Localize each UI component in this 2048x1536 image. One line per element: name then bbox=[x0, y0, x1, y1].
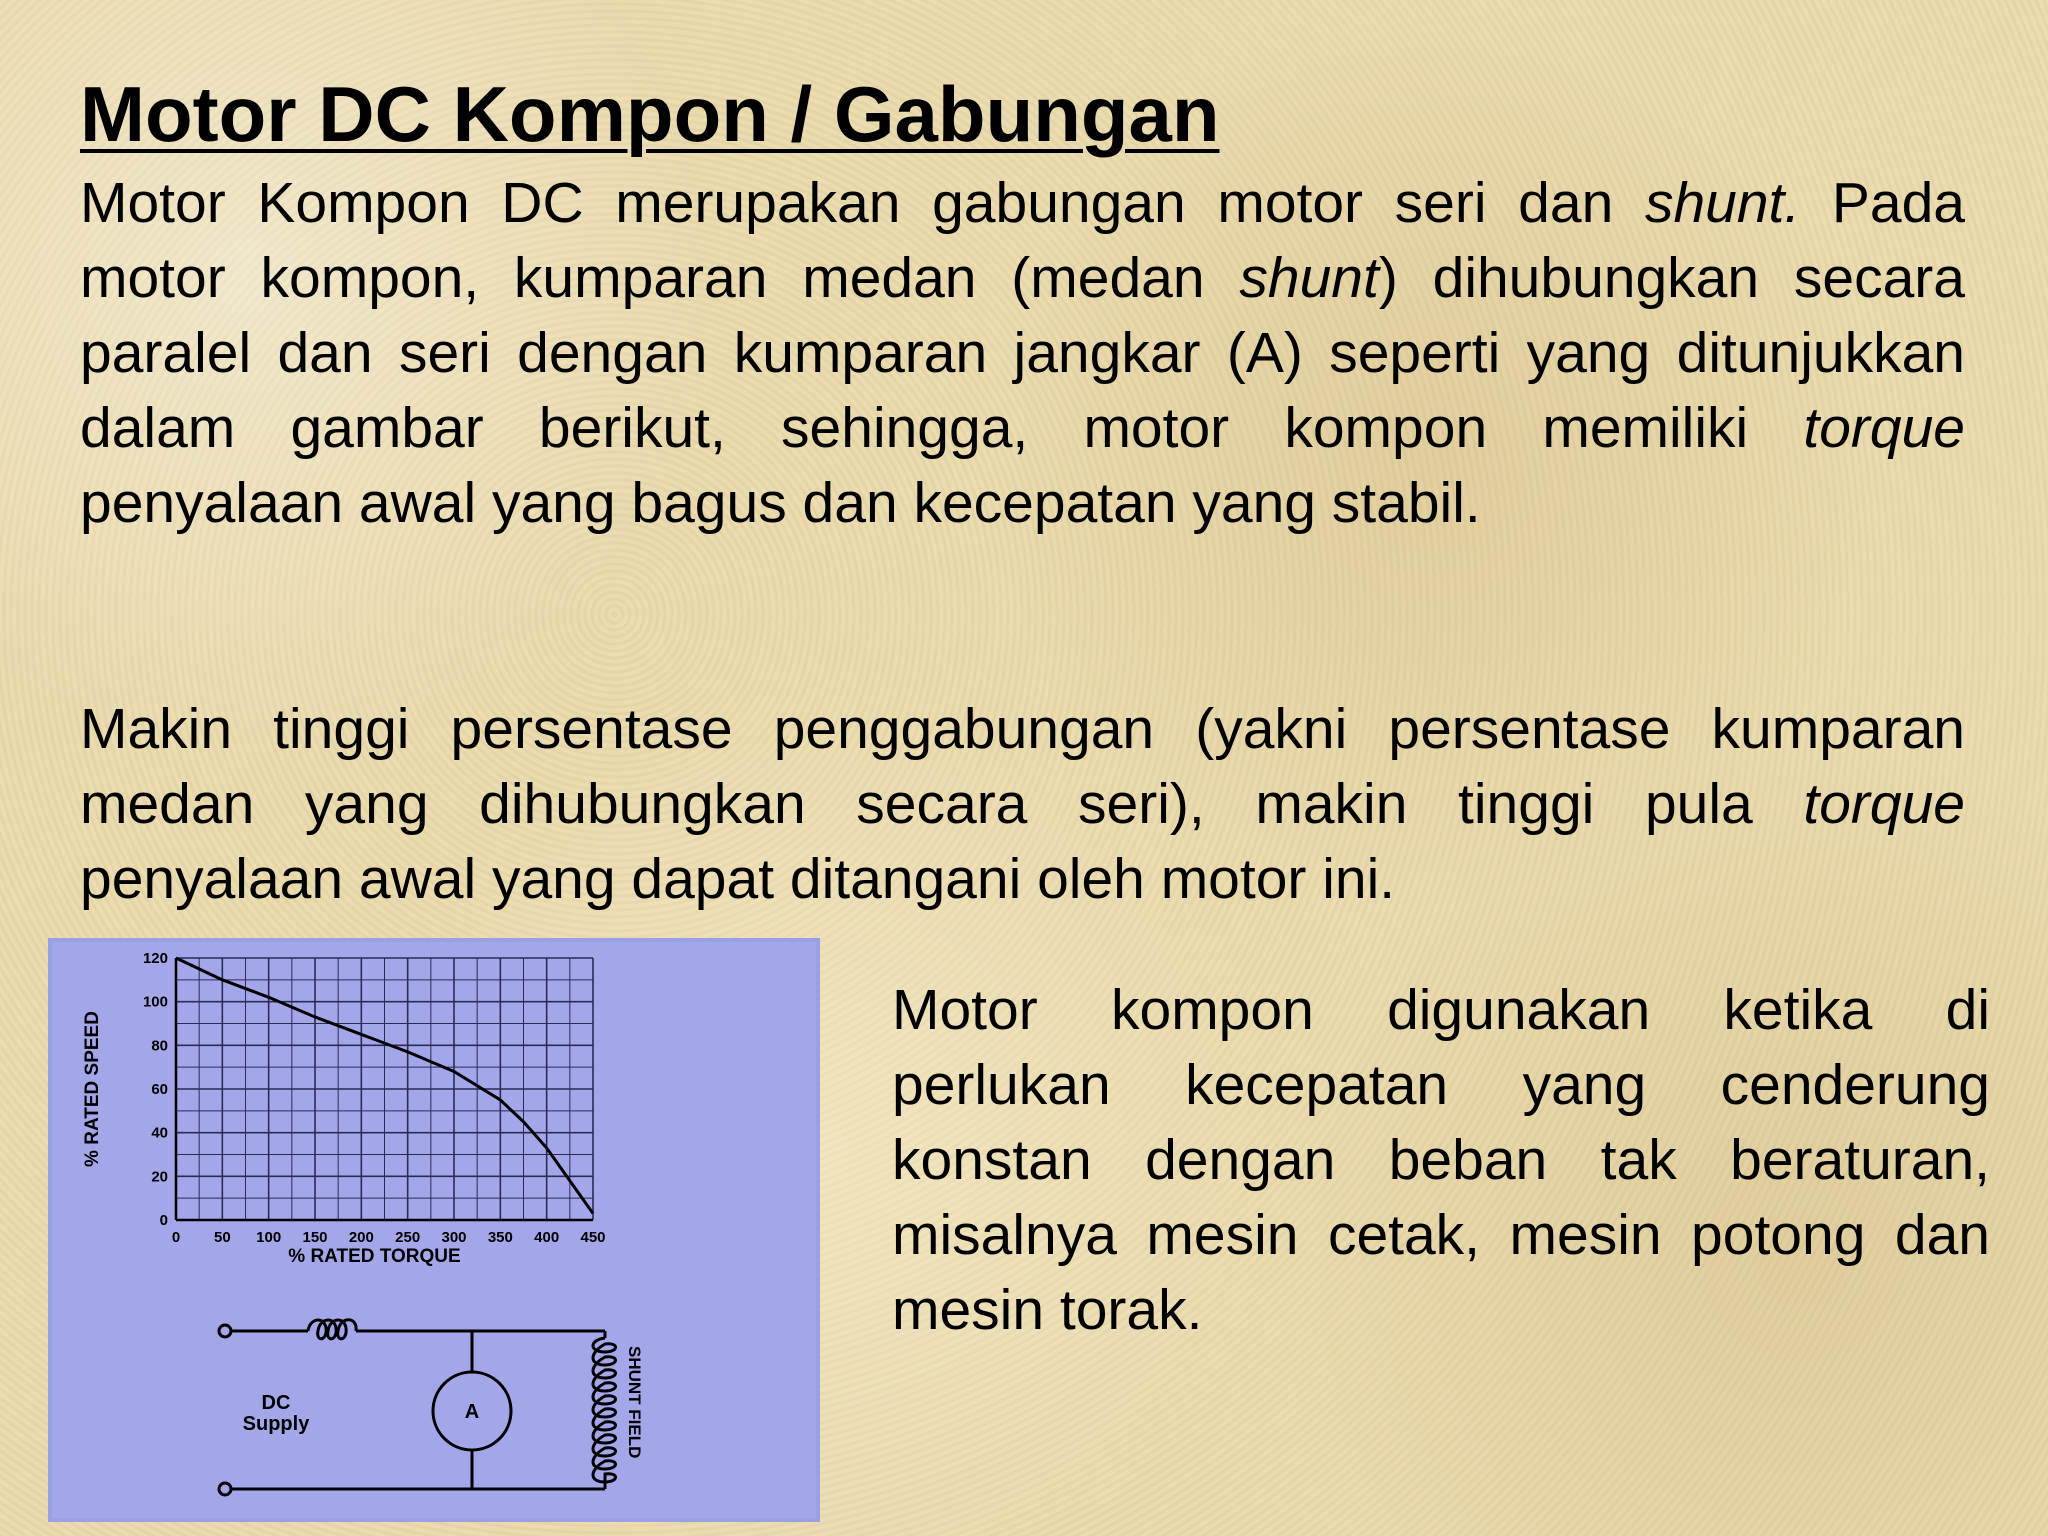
y-tick-label: 120 bbox=[142, 950, 168, 967]
x-tick-label: 350 bbox=[487, 1229, 513, 1246]
x-tick-label: 150 bbox=[302, 1229, 328, 1246]
y-tick-label: 0 bbox=[159, 1212, 168, 1229]
x-tick-label: 50 bbox=[213, 1229, 231, 1246]
paragraph-intro-emphasis-3: torque bbox=[1803, 396, 1965, 460]
shunt-field-coil bbox=[593, 1338, 616, 1483]
y-tick-label: 40 bbox=[151, 1124, 168, 1142]
x-tick-label: 100 bbox=[256, 1229, 282, 1246]
y-axis-label: % RATED SPEED bbox=[82, 1011, 103, 1167]
slide-title: Motor DC Kompon / Gabungan bbox=[80, 70, 1220, 158]
paragraph-intro-text-4: penyalaan awal yang bagus dan kecepatan yang stabil. bbox=[80, 471, 1481, 535]
x-tick-label: 200 bbox=[348, 1229, 374, 1246]
speed-torque-chart bbox=[82, 950, 606, 1267]
paragraph-intro-text-1: Motor Kompon DC merupakan gabungan motor seri dan bbox=[80, 171, 1645, 235]
figure-panel bbox=[48, 938, 820, 1522]
dc-supply-label-line1: DC bbox=[261, 1392, 291, 1414]
x-axis-label: % RATED TORQUE bbox=[288, 1246, 461, 1267]
supply-terminal-top bbox=[219, 1325, 231, 1337]
paragraph-intro-emphasis-2: shunt bbox=[1239, 246, 1379, 310]
armature-label: A bbox=[464, 1401, 480, 1423]
y-tick-label: 80 bbox=[151, 1037, 168, 1055]
paragraph-series-percentage bbox=[80, 692, 1965, 917]
paragraph-intro-emphasis-1: shunt. bbox=[1644, 171, 1801, 235]
x-tick-label: 400 bbox=[534, 1229, 560, 1246]
paragraph-applications: Motor kompon digunakan ketika di perlukan kecepatan yang cenderung konstan dengan beban tak beraturan, misalnya mesin cetak, mesin potong dan mesin torak. bbox=[892, 978, 1990, 1342]
supply-terminal-bottom bbox=[219, 1483, 231, 1495]
paragraph-series-text-2: penyalaan awal yang dapat ditangani oleh motor ini. bbox=[80, 847, 1396, 911]
y-tick-label: 20 bbox=[151, 1168, 168, 1186]
paragraph-series-emphasis: torque bbox=[1803, 772, 1965, 836]
x-tick-label: 300 bbox=[441, 1229, 467, 1246]
paragraph-series-text-1: Makin tinggi persentase penggabungan (yakni persentase kumparan medan yang dihubungkan secara seri), makin tinggi pula bbox=[80, 697, 1965, 836]
shunt-field-label: SHUNT FIELD bbox=[625, 1346, 644, 1459]
x-tick-label: 0 bbox=[171, 1229, 181, 1246]
y-tick-label: 60 bbox=[151, 1081, 168, 1098]
figure-svg bbox=[48, 938, 820, 1522]
paragraph-intro-text-2: Pada motor kompon, kumparan medan (medan bbox=[80, 171, 1965, 310]
y-tick-label: 100 bbox=[142, 993, 168, 1011]
paragraph-intro bbox=[80, 166, 1965, 541]
paragraph-intro-text-3: ) dihubungkan secara paralel dan seri dengan kumparan jangkar (A) seperti yang ditunjukkan dalam gambar berikut, sehingga, motor kompon memiliki bbox=[80, 246, 1965, 460]
x-tick-label: 250 bbox=[395, 1229, 421, 1246]
series-field-coil bbox=[308, 1320, 356, 1339]
dc-supply-label-line2: Supply bbox=[242, 1413, 310, 1435]
x-tick-label: 450 bbox=[580, 1229, 606, 1246]
